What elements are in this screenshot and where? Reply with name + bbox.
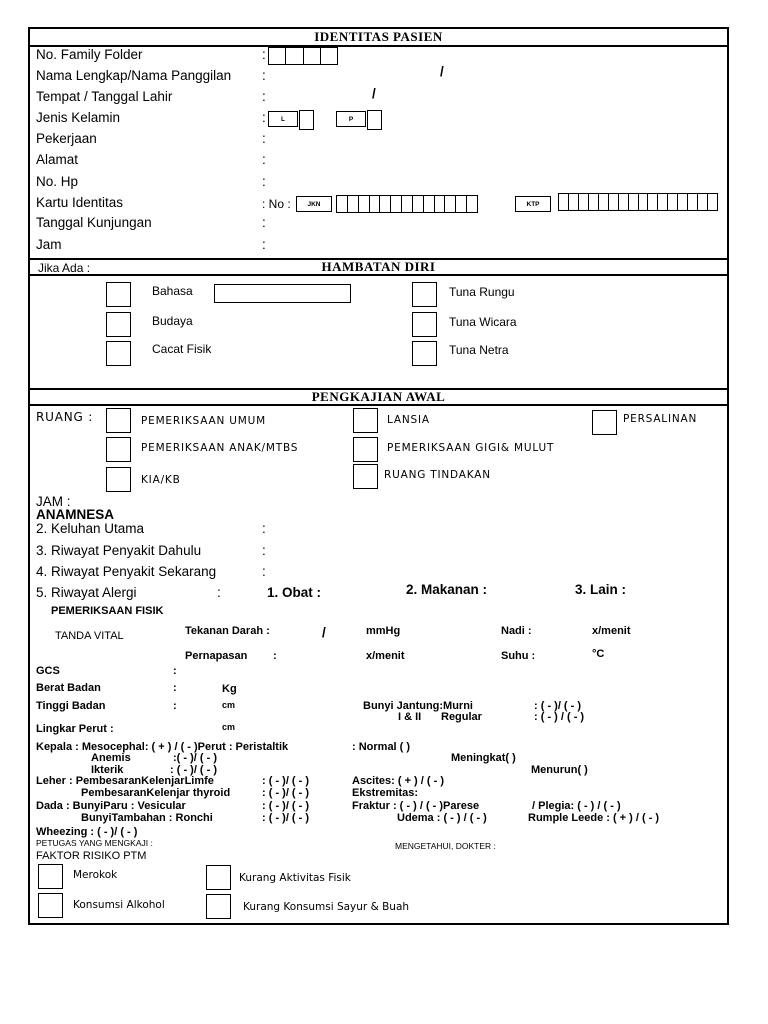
colon: : [262,174,266,189]
bahasa-label: Bahasa [152,284,193,298]
colon: : [217,585,221,600]
mmhg-unit: mmHg [366,625,401,637]
family-folder-boxes[interactable] [268,47,338,65]
field-jenis-kelamin: Jenis Kelamin [36,110,121,125]
tinggi-badan-label: Tinggi Badan [36,700,106,712]
ascites-label: Ascites: ( + ) / ( - ) [352,775,444,787]
regular-label: Regular [441,711,482,723]
bahasa-input[interactable] [214,284,351,303]
ruang-umum-checkbox[interactable] [106,408,131,433]
berat-badan-unit: Kg [222,683,237,695]
ronchi-label: BunyiTambahan : Ronchi [81,812,213,824]
colon: : [173,665,177,677]
lingkar-perut-unit: cm [222,722,236,732]
alkohol-checkbox[interactable] [38,893,63,918]
colon: : [262,68,266,83]
rumple-leede-label: Rumple Leede : ( + ) / ( - ) [528,812,660,824]
alergi-makanan-label: 2. Makanan : [406,582,488,597]
alkohol-label: Konsumsi Alkohol [73,899,165,911]
jkn-label: JKN [296,196,332,212]
field-alamat: Alamat [36,152,79,167]
ruang-anak-label: PEMERIKSAAN ANAK/MTBS [141,442,299,454]
ekstremitas-label: Ekstremitas: [352,787,419,799]
colon: : [262,543,266,558]
colon: : [273,650,277,662]
ruang-label: RUANG : [36,410,94,424]
ruang-kia-label: KIA/KB [141,474,181,486]
jk-l-label: L [268,111,298,127]
merokok-checkbox[interactable] [38,864,63,889]
budaya-checkbox[interactable] [106,312,131,337]
regular-value: : ( - ) / ( - ) [534,711,585,723]
tuna-rungu-label: Tuna Rungu [449,285,515,299]
merokok-label: Merokok [73,869,118,881]
field-no-hp: No. Hp [36,174,79,189]
colon: : [173,700,177,712]
ruang-persalinan-checkbox[interactable] [592,410,617,435]
colon: : [262,152,266,167]
bunyi-jantung-label: Bunyi Jantung:Murni [363,700,473,712]
field-ttl: Tempat / Tanggal Lahir [36,89,173,104]
ikterik-value: : ( - )/ ( - ) [170,764,218,776]
tuna-rungu-checkbox[interactable] [412,282,437,307]
tuna-wicara-label: Tuna Wicara [449,315,517,329]
divider [28,404,729,406]
leher-value: : ( - )/ ( - ) [262,775,310,787]
aktivitas-fisik-checkbox[interactable] [206,865,231,890]
ruang-lansia-checkbox[interactable] [353,408,378,433]
i-ii-label: I & II [398,711,422,723]
gcs-label: GCS [36,665,60,677]
riwayat-dahulu-label: 3. Riwayat Penyakit Dahulu [36,543,202,558]
ruang-tindakan-label: RUANG TINDAKAN [384,469,491,481]
ruang-anak-checkbox[interactable] [106,437,131,462]
kepala-label: Kepala : Mesocephal: ( + ) / ( - )Perut : Peristaltik [36,741,289,753]
ktp-label: KTP [515,196,551,212]
sayur-buah-label: Kurang Konsumsi Sayur & Buah [243,901,410,913]
petugas-label: PETUGAS YANG MENGKAJI : [36,838,153,848]
sayur-buah-checkbox[interactable] [206,894,231,919]
udema-label: Udema : ( - ) / ( - ) [397,812,487,824]
ruang-umum-label: PEMERIKSAAN UMUM [141,415,266,427]
ruang-persalinan-label: PERSALINAN [623,413,698,425]
tinggi-badan-unit: cm [222,700,236,710]
colon: : [262,237,266,252]
ruang-tindakan-checkbox[interactable] [353,464,378,489]
field-nama: Nama Lengkap/Nama Panggilan [36,68,232,83]
tuna-wicara-checkbox[interactable] [412,312,437,337]
jk-l-checkbox[interactable] [299,110,314,130]
colon: : [262,89,266,104]
anemis-label: Anemis [91,752,131,764]
tanda-vital-label: TANDA VITAL [55,630,124,642]
suhu-unit: °C [592,648,605,660]
lingkar-perut-label: Lingkar Perut : [36,723,114,735]
jkn-boxes[interactable] [336,195,478,213]
ronchi-value: : ( - )/ ( - ) [262,812,310,824]
plegia-label: / Plegia: ( - ) / ( - ) [532,800,621,812]
field-jam: Jam [36,237,62,252]
jika-ada-label: Jika Ada : [38,261,91,275]
alergi-obat-label: 1. Obat : [267,585,322,600]
wheezing-label: Wheezing : ( - )/ ( - ) [36,826,138,838]
tuna-netra-checkbox[interactable] [412,341,437,366]
field-kartu-identitas: Kartu Identitas [36,195,124,210]
dada-value: : ( - )/ ( - ) [262,800,310,812]
slash: / [440,64,444,79]
divider [28,274,729,276]
colon: : [262,215,266,230]
field-family-folder: No. Family Folder [36,47,143,62]
normal-label: : Normal ( ) [352,741,411,753]
aktivitas-fisik-label: Kurang Aktivitas Fisik [239,872,351,884]
colon: : [262,564,266,579]
slash: / [372,86,376,101]
anamnesa-label: ANAMNESA [36,507,115,522]
nadi-unit: x/menit [592,625,631,637]
hambatan-title: HAMBATAN DIRI [321,259,436,274]
anemis-value: :( - )/ ( - ) [173,752,217,764]
menurun-label: Menurun( ) [531,764,588,776]
ptm-title: FAKTOR RISIKO PTM [36,850,147,862]
suhu-label: Suhu : [501,650,536,662]
ruang-kia-checkbox[interactable] [106,467,131,492]
riwayat-alergi-label: 5. Riwayat Alergi [36,585,137,600]
dada-label: Dada : BunyiParu : Vesicular [36,800,186,812]
pernapasan-label: Pernapasan [185,650,248,662]
jk-p-checkbox[interactable] [367,110,382,130]
budaya-label: Budaya [152,314,193,328]
leher-label: Leher : PembesaranKelenjarLimfe [36,775,214,787]
keluhan-utama-label: 2. Keluhan Utama [36,521,145,536]
identitas-title: IDENTITAS PASIEN [314,29,443,44]
mengetahui-label: MENGETAHUI, DOKTER : [395,841,496,851]
tekanan-darah-label: Tekanan Darah : [185,625,270,637]
riwayat-sekarang-label: 4. Riwayat Penyakit Sekarang [36,564,217,579]
fisik-title: PEMERIKSAAN FISIK [51,605,164,617]
colon: : [173,682,177,694]
colon: : [262,521,266,536]
pernapasan-unit: x/menit [366,650,405,662]
ktp-boxes[interactable] [558,193,718,211]
tuna-netra-label: Tuna Netra [449,343,509,357]
ikterik-label: Ikterik [91,764,124,776]
berat-badan-label: Berat Badan [36,682,101,694]
nadi-label: Nadi : [501,625,532,637]
colon: : [262,47,266,62]
cacat-fisik-checkbox[interactable] [106,341,131,366]
ruang-gigi-checkbox[interactable] [353,437,378,462]
ruang-lansia-label: LANSIA [387,414,430,426]
slash: / [322,625,326,640]
jk-p-label: P [336,111,366,127]
bahasa-checkbox[interactable] [106,282,131,307]
meningkat-label: Meningkat( ) [451,752,516,764]
pengkajian-title: PENGKAJIAN AWAL [311,389,446,404]
bunyi-jantung-value: : ( - )/ ( - ) [534,700,582,712]
ruang-gigi-label: PEMERIKSAAN GIGI& MULUT [387,442,555,454]
jam-label: JAM : [36,494,71,509]
thyroid-label: PembesaranKelenjar thyroid [81,787,231,799]
fraktur-label: Fraktur : ( - ) / ( - )Parese [352,800,480,812]
alergi-lain-label: 3. Lain : [575,582,627,597]
colon: : [262,110,266,125]
kartu-no-label: : No : [262,197,291,211]
cacat-fisik-label: Cacat Fisik [152,342,212,356]
field-pekerjaan: Pekerjaan [36,131,97,146]
thyroid-value: : ( - )/ ( - ) [262,787,310,799]
field-tanggal-kunjungan: Tanggal Kunjungan [36,215,152,230]
colon: : [262,131,266,146]
